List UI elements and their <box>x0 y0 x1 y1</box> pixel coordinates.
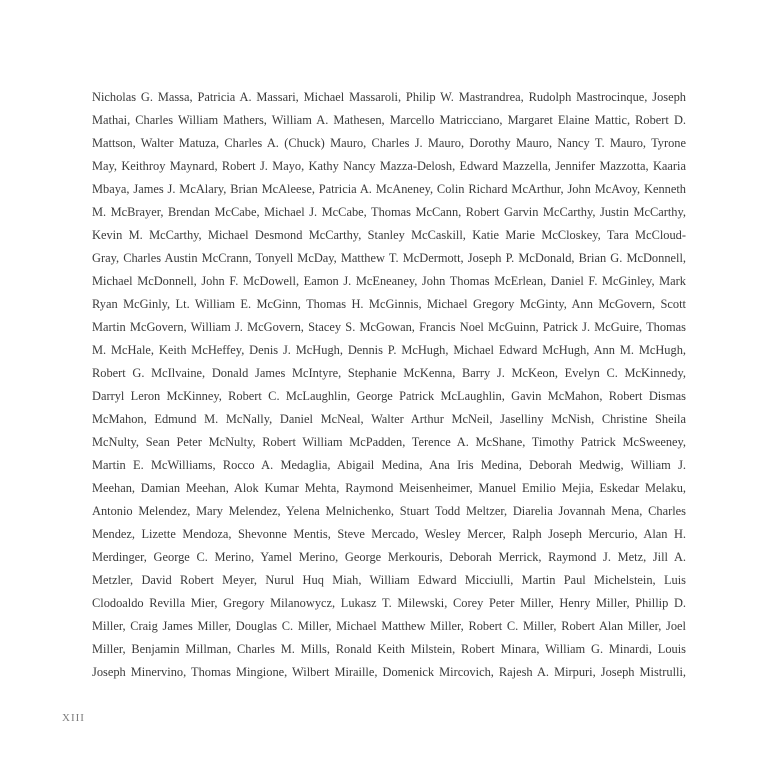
page-number: XIII <box>62 712 85 724</box>
names-line: Kevin M. McCarthy, Michael Desmond McCarthy, Stanley McCaskill, Katie Marie McCloskey, Tara McCloud- <box>92 228 686 242</box>
names-line: Miller, Craig James Miller, Douglas C. Miller, Michael Matthew Miller, Robert C. Miller, Robert Alan Miller, Joel <box>92 619 686 633</box>
names-line: Clodoaldo Revilla Mier, Gregory Milanowycz, Lukasz T. Milewski, Corey Peter Miller, Henry Miller, Phillip D. <box>92 596 686 610</box>
names-line: Mendez, Lizette Mendoza, Shevonne Mentis, Steve Mercado, Wesley Mercer, Ralph Joseph Mercurio, Alan H. <box>92 527 686 541</box>
names-line: Ryan McGinly, Lt. William E. McGinn, Thomas H. McGinnis, Michael Gregory McGinty, Ann McGovern, Scott <box>92 297 686 311</box>
names-line: McMahon, Edmund M. McNally, Daniel McNeal, Walter Arthur McNeil, Jaselliny McNish, Christine Sheila <box>92 412 686 426</box>
names-line: Robert G. McIlvaine, Donald James McIntyre, Stephanie McKenna, Barry J. McKeon, Evelyn C. McKinnedy, <box>92 366 686 380</box>
names-line: M. McHale, Keith McHeffey, Denis J. McHugh, Dennis P. McHugh, Michael Edward McHugh, Ann M. McHugh, <box>92 343 686 357</box>
names-line: McNulty, Sean Peter McNulty, Robert William McPadden, Terence A. McShane, Timothy Patrick McSweeney, <box>92 435 686 449</box>
names-line: Mbaya, James J. McAlary, Brian McAleese, Patricia A. McAneney, Colin Richard McArthur, John McAvoy, Kenneth <box>92 182 686 196</box>
names-line: Martin E. McWilliams, Rocco A. Medaglia, Abigail Medina, Ana Iris Medina, Deborah Medwig, William J. <box>92 458 686 472</box>
names-line: Mattson, Walter Matuza, Charles A. (Chuck) Mauro, Charles J. Mauro, Dorothy Mauro, Nancy T. Mauro, Tyrone <box>92 136 686 150</box>
names-line: Metzler, David Robert Meyer, Nurul Huq Miah, William Edward Micciulli, Martin Paul Michelstein, Luis <box>92 573 686 587</box>
names-line: Mathai, Charles William Mathers, William A. Mathesen, Marcello Matricciano, Margaret Elaine Mattic, Robert D. <box>92 113 686 127</box>
names-line: Miller, Benjamin Millman, Charles M. Mills, Ronald Keith Milstein, Robert Minara, William G. Minardi, Louis <box>92 642 686 656</box>
names-paragraph <box>92 86 686 684</box>
names-line: May, Keithroy Maynard, Robert J. Mayo, Kathy Nancy Mazza-Delosh, Edward Mazzella, Jennifer Mazzotta, Kaaria <box>92 159 686 173</box>
names-line: Meehan, Damian Meehan, Alok Kumar Mehta, Raymond Meisenheimer, Manuel Emilio Mejia, Eskedar Melaku, <box>92 481 686 495</box>
names-line: Gray, Charles Austin McCrann, Tonyell McDay, Matthew T. McDermott, Joseph P. McDonald, Brian G. McDonnell, <box>92 251 686 265</box>
names-line: Antonio Melendez, Mary Melendez, Yelena Melnichenko, Stuart Todd Meltzer, Diarelia Jovannah Mena, Charles <box>92 504 686 518</box>
names-line: Nicholas G. Massa, Patricia A. Massari, Michael Massaroli, Philip W. Mastrandrea, Rudolph Mastrocinque, Joseph <box>92 90 686 104</box>
names-line: M. McBrayer, Brendan McCabe, Michael J. McCabe, Thomas McCann, Robert Garvin McCarthy, Justin McCarthy, <box>92 205 686 219</box>
names-line: Joseph Minervino, Thomas Mingione, Wilbert Miraille, Domenick Mircovich, Rajesh A. Mirpuri, Joseph Mistrulli, <box>92 665 686 679</box>
names-line: Martin McGovern, William J. McGovern, Stacey S. McGowan, Francis Noel McGuinn, Patrick J. McGuire, Thomas <box>92 320 686 334</box>
names-line: Michael McDonnell, John F. McDowell, Eamon J. McEneaney, John Thomas McErlean, Daniel F. McGinley, Mark <box>92 274 686 288</box>
names-line: Darryl Leron McKinney, Robert C. McLaughlin, George Patrick McLaughlin, Gavin McMahon, Robert Dismas <box>92 389 686 403</box>
names-line: Merdinger, George C. Merino, Yamel Merino, George Merkouris, Deborah Merrick, Raymond J. Metz, Jill A. <box>92 550 686 564</box>
